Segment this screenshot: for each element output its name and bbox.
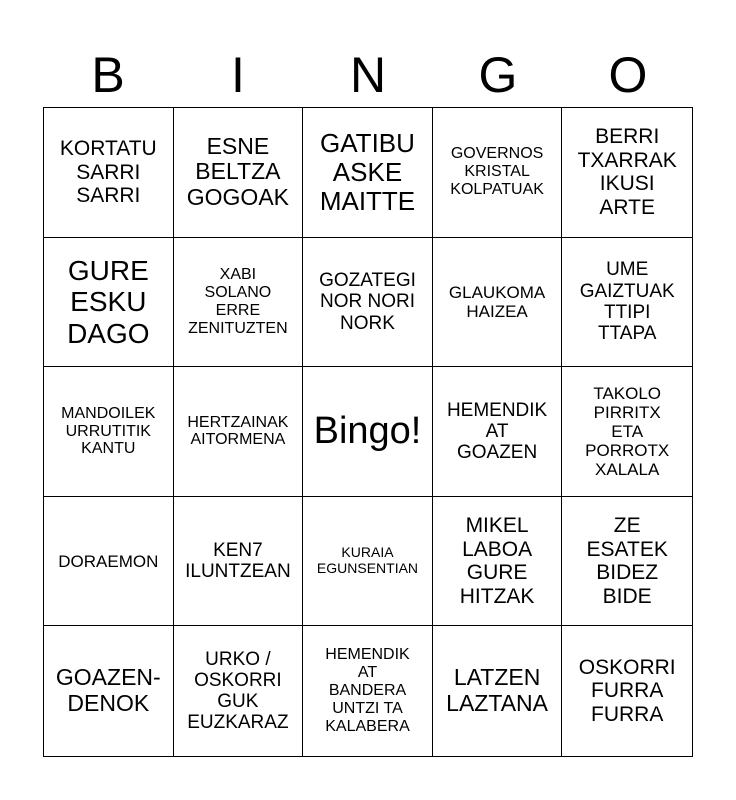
bingo-cell[interactable]: DORAEMON <box>44 497 174 627</box>
bingo-cell[interactable]: UME GAIZTUAK TTIPI TTAPA <box>562 238 692 368</box>
bingo-cell[interactable]: KEN7 ILUNTZEAN <box>174 497 304 627</box>
bingo-cell[interactable]: GOAZEN- DENOK <box>44 626 174 756</box>
free-space-cell[interactable]: Bingo! <box>303 367 433 497</box>
header-letter-i: I <box>231 47 245 103</box>
bingo-board <box>43 107 693 757</box>
bingo-cell[interactable]: TAKOLO PIRRITX ETA PORROTX XALALA <box>562 367 692 497</box>
bingo-cell[interactable]: HEMENDIK AT GOAZEN <box>433 367 563 497</box>
bingo-cell[interactable]: LATZEN LAZTANA <box>433 626 563 756</box>
bingo-header <box>43 44 693 106</box>
bingo-cell[interactable]: OSKORRI FURRA FURRA <box>578 655 676 726</box>
bingo-cell[interactable]: MIKEL LABOA GURE HITZAK <box>433 497 563 627</box>
bingo-cell[interactable]: HERTZAINAK AITORMENA <box>174 367 304 497</box>
bingo-cell[interactable]: BERRI TXARRAK IKUSI ARTE <box>562 108 692 238</box>
bingo-cell[interactable]: GATIBU ASKE MAITTE <box>303 108 433 238</box>
bingo-cell[interactable]: HEMENDIK AT BANDERA UNTZI TA KALABERA <box>303 626 433 756</box>
bingo-cell[interactable]: ESNE BELTZA GOGOAK <box>174 108 304 238</box>
header-letter-o: O <box>608 47 648 103</box>
bingo-cell[interactable]: GOZATEGI NOR NORI NORK <box>303 238 433 368</box>
bingo-cell[interactable]: ZE ESATEK BIDEZ BIDE <box>562 497 692 627</box>
bingo-cell[interactable]: GOVERNOS KRISTAL KOLPATUAK <box>433 108 563 238</box>
bingo-cell[interactable]: GURE ESKU DAGO <box>44 238 174 368</box>
header-letter-n: N <box>349 47 387 103</box>
bingo-cell[interactable]: MANDOILEK URRUTITIK KANTU <box>44 367 174 497</box>
header-letter-g: G <box>478 47 518 103</box>
header-letter-b: B <box>91 47 125 103</box>
bingo-cell[interactable]: XABI SOLANO ERRE ZENITUZTEN <box>174 238 304 368</box>
bingo-cell[interactable]: URKO / OSKORRI GUK EUZKARAZ <box>174 626 304 756</box>
bingo-cell[interactable]: GLAUKOMA HAIZEA <box>433 238 563 368</box>
bingo-cell[interactable]: KURAIA EGUNSENTIAN <box>303 497 433 627</box>
bingo-cell[interactable]: KORTATU SARRI SARRI <box>44 108 174 238</box>
